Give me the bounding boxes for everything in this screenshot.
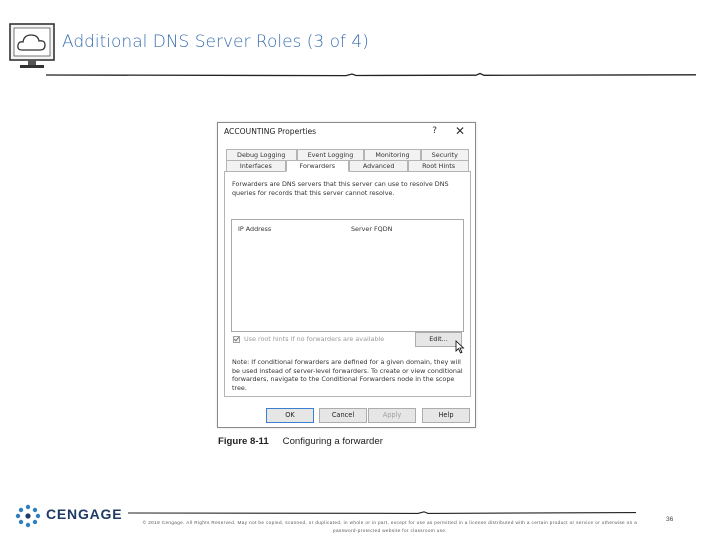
tab-security[interactable]: Security: [421, 149, 469, 161]
cloud-monitor-icon: [8, 22, 56, 72]
edit-button[interactable]: Edit...: [415, 332, 462, 347]
cengage-logo-text: CENGAGE: [46, 506, 123, 522]
properties-dialog: [217, 122, 476, 428]
tab-interfaces[interactable]: Interfaces: [226, 160, 286, 172]
tab-debug-logging[interactable]: Debug Logging: [226, 149, 297, 161]
tab-monitoring[interactable]: Monitoring: [364, 149, 420, 161]
use-root-hints-checkbox[interactable]: [233, 336, 240, 343]
forwarders-panel: [224, 171, 471, 397]
page-number: 36: [666, 516, 674, 523]
title-divider: [46, 72, 696, 78]
conditional-forwarders-note: Note: If conditional forwarders are defined for a given domain, they will be used instead of server-level forwarders. To create or view conditional forwarders, navigate to the Conditional Forwarders node in the scope tree.: [232, 358, 463, 392]
tab-advanced[interactable]: Advanced: [349, 160, 408, 172]
close-icon[interactable]: ✕: [454, 124, 465, 138]
dialog-title: ACCOUNTING Properties: [224, 127, 317, 136]
figure-number: Figure 8-11: [218, 436, 269, 447]
cengage-logo-icon: [14, 504, 42, 528]
column-header-server-fqdn[interactable]: Server FQDN: [351, 225, 393, 233]
dialog-titlebar: [218, 123, 475, 143]
help-icon[interactable]: ?: [432, 126, 437, 136]
cancel-button[interactable]: Cancel: [319, 408, 367, 423]
use-root-hints-label: Use root hints if no forwarders are available: [244, 335, 385, 343]
figure-caption-text: Configuring a forwarder: [282, 436, 383, 447]
column-header-ip-address[interactable]: IP Address: [238, 225, 272, 233]
footer-divider: [128, 510, 636, 516]
figure-caption: [218, 436, 383, 447]
use-root-hints-option[interactable]: [233, 335, 384, 343]
apply-button[interactable]: Apply: [368, 408, 416, 423]
ok-button[interactable]: OK: [266, 408, 314, 423]
tab-root-hints[interactable]: Root Hints: [408, 160, 469, 172]
mouse-cursor-icon: [455, 340, 465, 354]
forwarders-description: Forwarders are DNS servers that this server can use to resolve DNS queries for records that this server cannot resolve.: [232, 180, 449, 197]
tab-forwarders[interactable]: Forwarders: [286, 160, 349, 172]
help-button[interactable]: Help: [422, 408, 470, 423]
forwarders-list[interactable]: [231, 219, 464, 332]
copyright-notice: © 2018 Cengage. All Rights Reserved. May not be copied, scanned, or duplicated, in whole or in part, except for use as permitted in a license distributed with a certain product or service or otherwise on a password-protected website for classroom use.: [142, 520, 638, 533]
tab-event-logging[interactable]: Event Logging: [297, 149, 365, 161]
slide-title: Additional DNS Server Roles (3 of 4): [62, 32, 369, 52]
